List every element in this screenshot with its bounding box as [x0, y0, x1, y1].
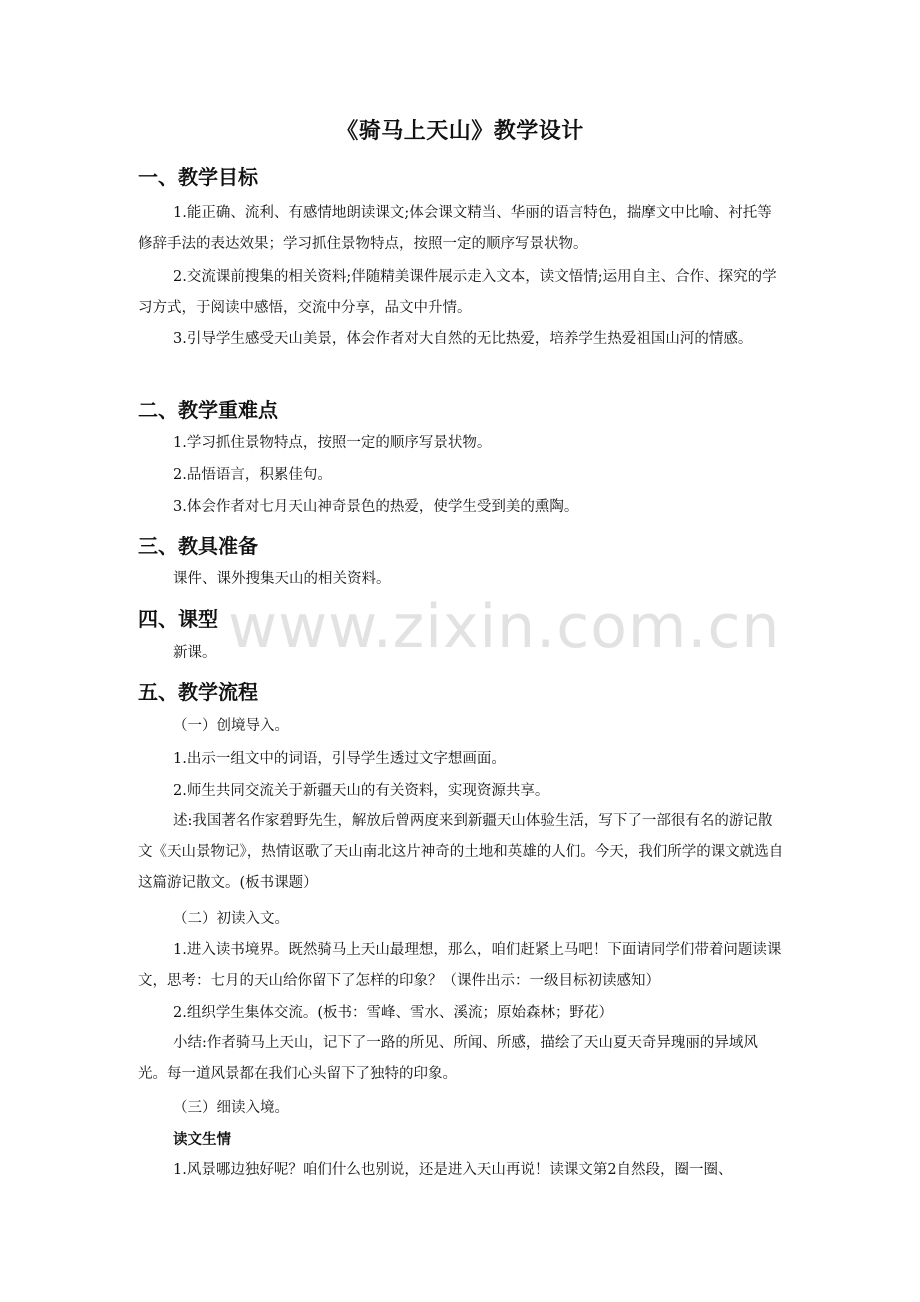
paragraph: 1.出示一组文中的词语，引导学生透过文字想画面。 [173, 751, 506, 767]
document-title: 《骑马上天山》教学设计 [336, 119, 584, 144]
paragraph: 2.交流课前搜集的相关资料;伴随精美课件展示走入文本，读文悟情;运用自主、合作、探究的学习方式，于阅读中感悟，交流中分享，品文中升情。 [138, 269, 777, 316]
section-heading-process: 五、教学流程 [138, 680, 258, 704]
paragraph: 2.师生共同交流关于新疆天山的有关资料，实现资源共享。 [173, 783, 550, 799]
paragraph: （三）细读入境。 [173, 1100, 289, 1116]
paragraph: 1.学习抓住景物特点，按照一定的顺序写景状物。 [173, 435, 492, 451]
section-heading-objectives: 一、教学目标 [138, 165, 258, 189]
paragraph: 2.组织学生集体交流。(板书：雪峰、雪水、溪流；原始森林；野花） [173, 1005, 613, 1021]
subheading: 读文生情 [173, 1132, 231, 1148]
paragraph: 小结:作者骑马上天山，记下了一路的所见、所闻、所感，描绘了天山夏天奇异瑰丽的异域风光。每一道风景都在我们心头留下了独特的印象。 [138, 1035, 758, 1082]
paragraph: 课件、课外搜集天山的相关资料。 [173, 571, 391, 587]
paragraph: （二）初读入文。 [173, 911, 289, 927]
watermark: www.zixin.com.cn [228, 592, 781, 662]
paragraph: 1.进入读书境界。既然骑马上天山最理想，那么，咱们赶紧上马吧！下面请同学们带着问题读课文，思考：七月的天山给你留下了怎样的印象？（课件出示：一级目标初读感知） [138, 942, 782, 989]
section-heading-lesson-type: 四、课型 [138, 607, 218, 631]
paragraph: 述:我国著名作家碧野先生，解放后曾两度来到新疆天山体验生活，写下了一部很有名的游记散文《天山景物记》，热情讴歌了天山南北这片神奇的土地和英雄的人们。今天，我们所学的课文就选自这篇游记散文。(板书课题） [138, 813, 784, 891]
section-heading-materials: 三、教具准备 [138, 534, 258, 558]
paragraph: （一）创境导入。 [173, 718, 289, 734]
paragraph: 1.能正确、流利、有感情地朗读课文;体会课文精当、华丽的语言特色，揣摩文中比喻、衬托等修辞手法的表达效果；学习抓住景物特点，按照一定的顺序写景状物。 [138, 205, 772, 252]
paragraph: 新课。 [173, 645, 217, 661]
paragraph: 3.引导学生感受天山美景，体会作者对大自然的无比热爱，培养学生热爱祖国山河的情感。 [173, 331, 753, 347]
paragraph: 2.品悟语言，积累佳句。 [173, 467, 332, 483]
section-heading-key-points: 二、教学重难点 [138, 398, 278, 422]
paragraph: 3.体会作者对七月天山神奇景色的热爱，使学生受到美的熏陶。 [173, 499, 579, 515]
paragraph: 1.风景哪边独好呢？咱们什么也别说，还是进入天山再说！读课文第2自然段，圈一圈、 [173, 1162, 733, 1178]
